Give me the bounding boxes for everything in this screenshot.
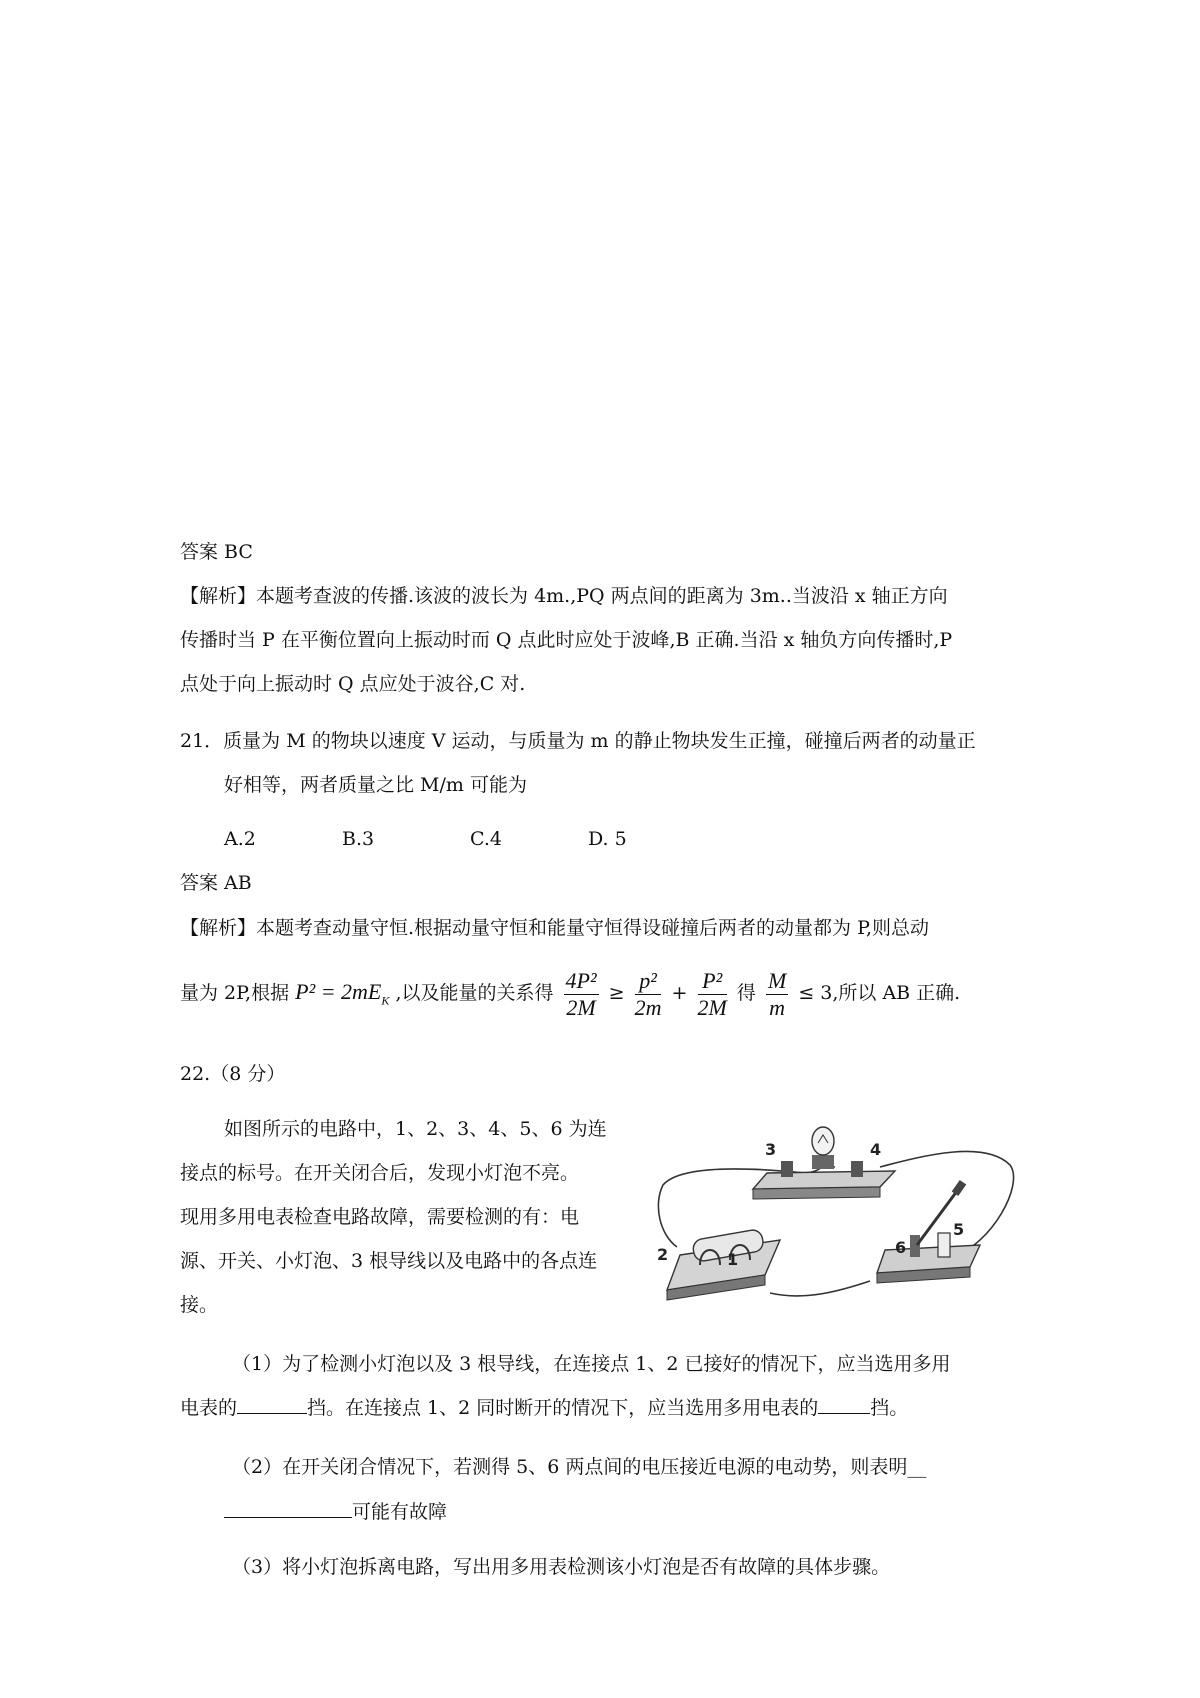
q20-analysis-line-1: 【解析】本题考查波的传播.该波的波长为 4m.,PQ 两点间的距离为 3m..当波沿 x 轴正方向 [180, 585, 948, 607]
answer-blank-1[interactable] [237, 1393, 307, 1414]
q21-analysis-text-b: ,以及能量的关系得 [395, 982, 554, 1004]
q22-part1-line-1: （1）为了检测小灯泡以及 3 根导线，在连接点 1、2 已接好的情况下，应当选用多用 [232, 1353, 951, 1375]
q22-intro-line-3: 现用多用电表检查电路故障，需要检测的有：电 [180, 1206, 580, 1228]
q22-part2-line-1: （2）在开关闭合情况下，若测得 5、6 两点间的电压接近电源的电动势，则表明__ [232, 1456, 927, 1478]
label-3: 3 [765, 1140, 777, 1159]
battery-board [667, 1229, 780, 1300]
q21-option-a: A.2 [224, 828, 256, 850]
q22-part3: （3）将小灯泡拆离电路，写出用多用表检测该小灯泡是否有故障的具体步骤。 [232, 1556, 891, 1578]
q21-analysis-line-2 [180, 962, 960, 1030]
le-three: ≤ 3 [798, 982, 833, 1004]
lamp-board [753, 1127, 895, 1199]
wire-bottom [770, 1281, 870, 1296]
q22-intro-line-2: 接点的标号。在开关闭合后，发现小灯泡不亮。 [180, 1162, 580, 1184]
fraction-mass-ratio: $\frac{M}{m}$ [767, 967, 787, 1020]
fraction-energy-m: $\frac{\text{p²}}{2m}$ [634, 967, 662, 1020]
switch-board [877, 1180, 980, 1283]
q21-analysis-line-1: 【解析】本题考查动量守恒.根据动量守恒和能量守恒得设碰撞后两者的动量都为 P,则总动 [180, 917, 930, 939]
answer-blank-2[interactable] [818, 1393, 870, 1414]
q22-part2-text: 可能有故障 [352, 1501, 448, 1523]
q21-analysis-text-a: 量为 2P,根据 [180, 982, 290, 1004]
q20-analysis-line-3: 点处于向上振动时 Q 点应处于波谷,C 对. [180, 673, 526, 695]
q22-intro-line-4: 源、开关、小灯泡、3 根导线以及电路中的各点连 [180, 1250, 598, 1272]
q21-stem-line-2: 好相等，两者质量之比 M/m 可能为 [224, 774, 527, 796]
fraction-total-energy: $\frac{\text{4P²}}{2M}$ [565, 967, 597, 1020]
label-4: 4 [870, 1140, 882, 1159]
circuit-diagram [655, 1095, 1035, 1320]
q22-heading: 22.（8 分） [180, 1063, 286, 1085]
q20-analysis-line-2: 传播时当 P 在平衡位置向上振动时而 Q 点此时应处于波峰,B 正确.当沿 x 轴负方向传播时,P [180, 629, 953, 651]
q21-option-d: D. 5 [588, 828, 627, 850]
fraction-energy-M: $\frac{\text{P²}}{2M}$ [697, 967, 727, 1020]
de-text: 得 [736, 982, 756, 1004]
q22-intro-line-5: 接。 [180, 1294, 219, 1316]
q22-part1-text-a: 电表的 [180, 1397, 238, 1419]
q22-part1-line-2 [180, 1393, 908, 1422]
q21-stem-line-1: 21．质量为 M 的物块以速度 V 运动，与质量为 m 的静止物块发生正撞，碰撞后两者的动量正 [180, 730, 976, 752]
q21-option-c: C.4 [470, 828, 502, 850]
answer-blank-3[interactable] [224, 1497, 352, 1518]
label-5: 5 [953, 1220, 965, 1239]
q22-intro-line-1: 如图所示的电路中，1、2、3、4、5、6 为连 [224, 1118, 607, 1140]
q20-answer: 答案 BC [180, 541, 253, 563]
q22-part1-text-c: 挡。 [870, 1397, 909, 1419]
equation-momentum-energy: $P^2 = 2mE_K$ [295, 979, 390, 1008]
q22-part2-line-2 [224, 1497, 447, 1526]
ge-sign: ≥ [608, 982, 625, 1004]
label-2: 2 [657, 1245, 669, 1264]
q21-answer: 答案 AB [180, 872, 252, 894]
label-1: 1 [727, 1250, 739, 1269]
q21-analysis-text-c: ,所以 AB 正确. [832, 982, 961, 1004]
plus-sign: + [671, 982, 688, 1004]
q21-option-b: B.3 [342, 828, 375, 850]
bulb-icon [812, 1127, 834, 1155]
q22-part1-text-b: 挡。在连接点 1、2 同时断开的情况下，应当选用多用电表的 [307, 1397, 819, 1419]
label-6: 6 [895, 1238, 907, 1257]
